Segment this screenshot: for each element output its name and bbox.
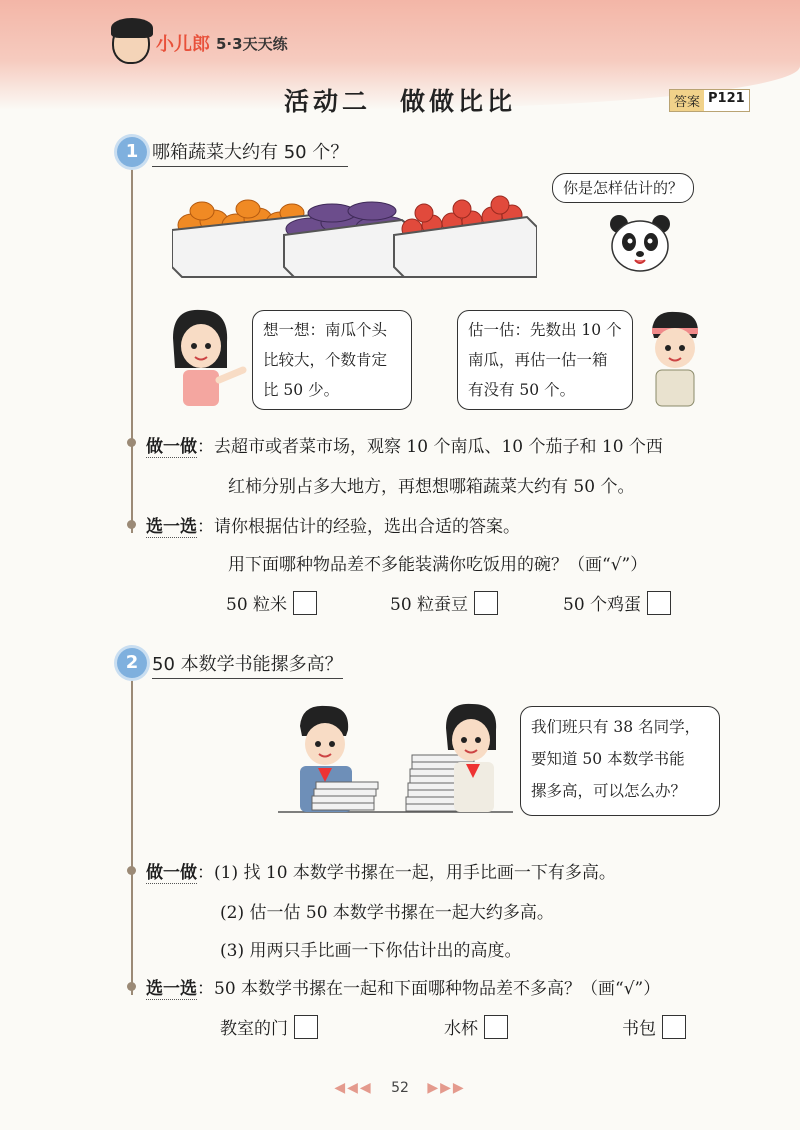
do-step-1 — [146, 858, 616, 883]
brand-name: 小儿郎 — [156, 34, 210, 55]
boy-estimate-bubble — [457, 310, 633, 410]
bubble-line: 有没有 50 个。 — [468, 381, 576, 399]
option-label: 50 粒蚕豆 — [390, 595, 469, 615]
choose-label: 选一选 — [146, 979, 197, 999]
choose-instruction — [146, 512, 520, 537]
checkbox[interactable] — [474, 591, 498, 615]
panda-speech-bubble: 你是怎样估计的？ — [552, 173, 694, 203]
bullet-dot — [127, 866, 136, 875]
bubble-line: 比 50 少。 — [263, 381, 340, 399]
girl-question-bubble — [520, 706, 720, 816]
option-label: 50 粒米 — [226, 595, 288, 615]
choose-question: 用下面哪种物品差不多能装满你吃饭用的碗？（画“√”） — [228, 555, 648, 575]
step-text: ：(1) 找 10 本数学书摞在一起，用手比画一下有多高。 — [197, 863, 616, 883]
option-eggs[interactable] — [563, 590, 671, 615]
choose-text: ：请你根据估计的经验，选出合适的答案。 — [197, 517, 520, 537]
choose-text: ：50 本数学书摞在一起和下面哪种物品差不多高？（画“√”） — [197, 979, 661, 999]
checkbox[interactable] — [662, 1015, 686, 1039]
brand-series: 5·3天天练 — [216, 34, 288, 53]
answer-tag[interactable] — [669, 89, 750, 112]
do-label: 做一做 — [146, 437, 197, 457]
do-text-1: ：去超市或者菜市场，观察 10 个南瓜、10 个茄子和 10 个西 — [197, 437, 663, 457]
bubble-line: 估一估：先数出 10 个 — [468, 321, 622, 339]
bubble-line: 南瓜，再估一估一箱 — [468, 351, 608, 369]
girl-thinking-bubble — [252, 310, 412, 410]
do-text-2: 红柿分别占多大地方，再想想哪箱蔬菜大约有 50 个。 — [228, 477, 635, 497]
section2-number: 2 — [117, 648, 147, 678]
choose-question-2 — [146, 974, 660, 999]
option-label: 水杯 — [444, 1019, 478, 1039]
checkbox[interactable] — [293, 591, 317, 615]
panda-icon — [605, 210, 675, 275]
section2-rule — [131, 680, 133, 995]
page-number-text: 52 — [391, 1080, 409, 1096]
checkbox[interactable] — [647, 591, 671, 615]
girl-illustration — [163, 308, 248, 408]
page-number — [0, 1080, 800, 1096]
do-step-3: (3) 用两只手比画一下你估计出的高度。 — [220, 941, 522, 961]
option-door[interactable] — [220, 1014, 318, 1039]
bubble-line: 我们班只有 38 名同学， — [531, 718, 701, 736]
vegetable-crates-illustration — [172, 195, 537, 285]
do-instruction-1 — [146, 432, 663, 457]
bubble-line: 要知道 50 本数学书能 — [531, 750, 685, 768]
do-label: 做一做 — [146, 863, 197, 883]
bullet-dot — [127, 520, 136, 529]
brand-logo — [112, 22, 288, 64]
section1-number: 1 — [117, 137, 147, 167]
bubble-line: 想一想：南瓜个头 — [263, 321, 388, 339]
page-title: 活动二 做做比比 — [283, 87, 516, 116]
option-label: 教室的门 — [220, 1019, 288, 1039]
crates-icon — [172, 195, 537, 285]
section1-rule — [131, 168, 133, 533]
bullet-dot — [127, 982, 136, 991]
students-books-illustration — [278, 700, 518, 840]
prev-arrows-icon: ◀◀◀ — [334, 1080, 373, 1096]
checkbox[interactable] — [484, 1015, 508, 1039]
option-cup[interactable] — [444, 1014, 508, 1039]
option-rice[interactable] — [226, 590, 317, 615]
mascot-icon — [112, 22, 150, 64]
answer-label: 答案 — [670, 90, 704, 111]
option-label: 书包 — [622, 1019, 656, 1039]
next-arrows-icon: ▶▶▶ — [427, 1080, 466, 1096]
choose-label: 选一选 — [146, 517, 197, 537]
option-beans[interactable] — [390, 590, 498, 615]
checkbox[interactable] — [294, 1015, 318, 1039]
bubble-line: 摞多高，可以怎么办？ — [531, 782, 687, 800]
answer-page: P121 — [704, 90, 749, 111]
bubble-line: 比较大，个数肯定 — [263, 351, 388, 369]
section1-title: 哪箱蔬菜大约有 50 个？ — [152, 138, 348, 167]
do-step-2: (2) 估一估 50 本数学书摞在一起大约多高。 — [220, 903, 554, 923]
option-schoolbag[interactable] — [622, 1014, 686, 1039]
boy-illustration — [640, 308, 710, 408]
bullet-dot — [127, 438, 136, 447]
option-label: 50 个鸡蛋 — [563, 595, 642, 615]
section2-title: 50 本数学书能摞多高？ — [152, 650, 343, 679]
